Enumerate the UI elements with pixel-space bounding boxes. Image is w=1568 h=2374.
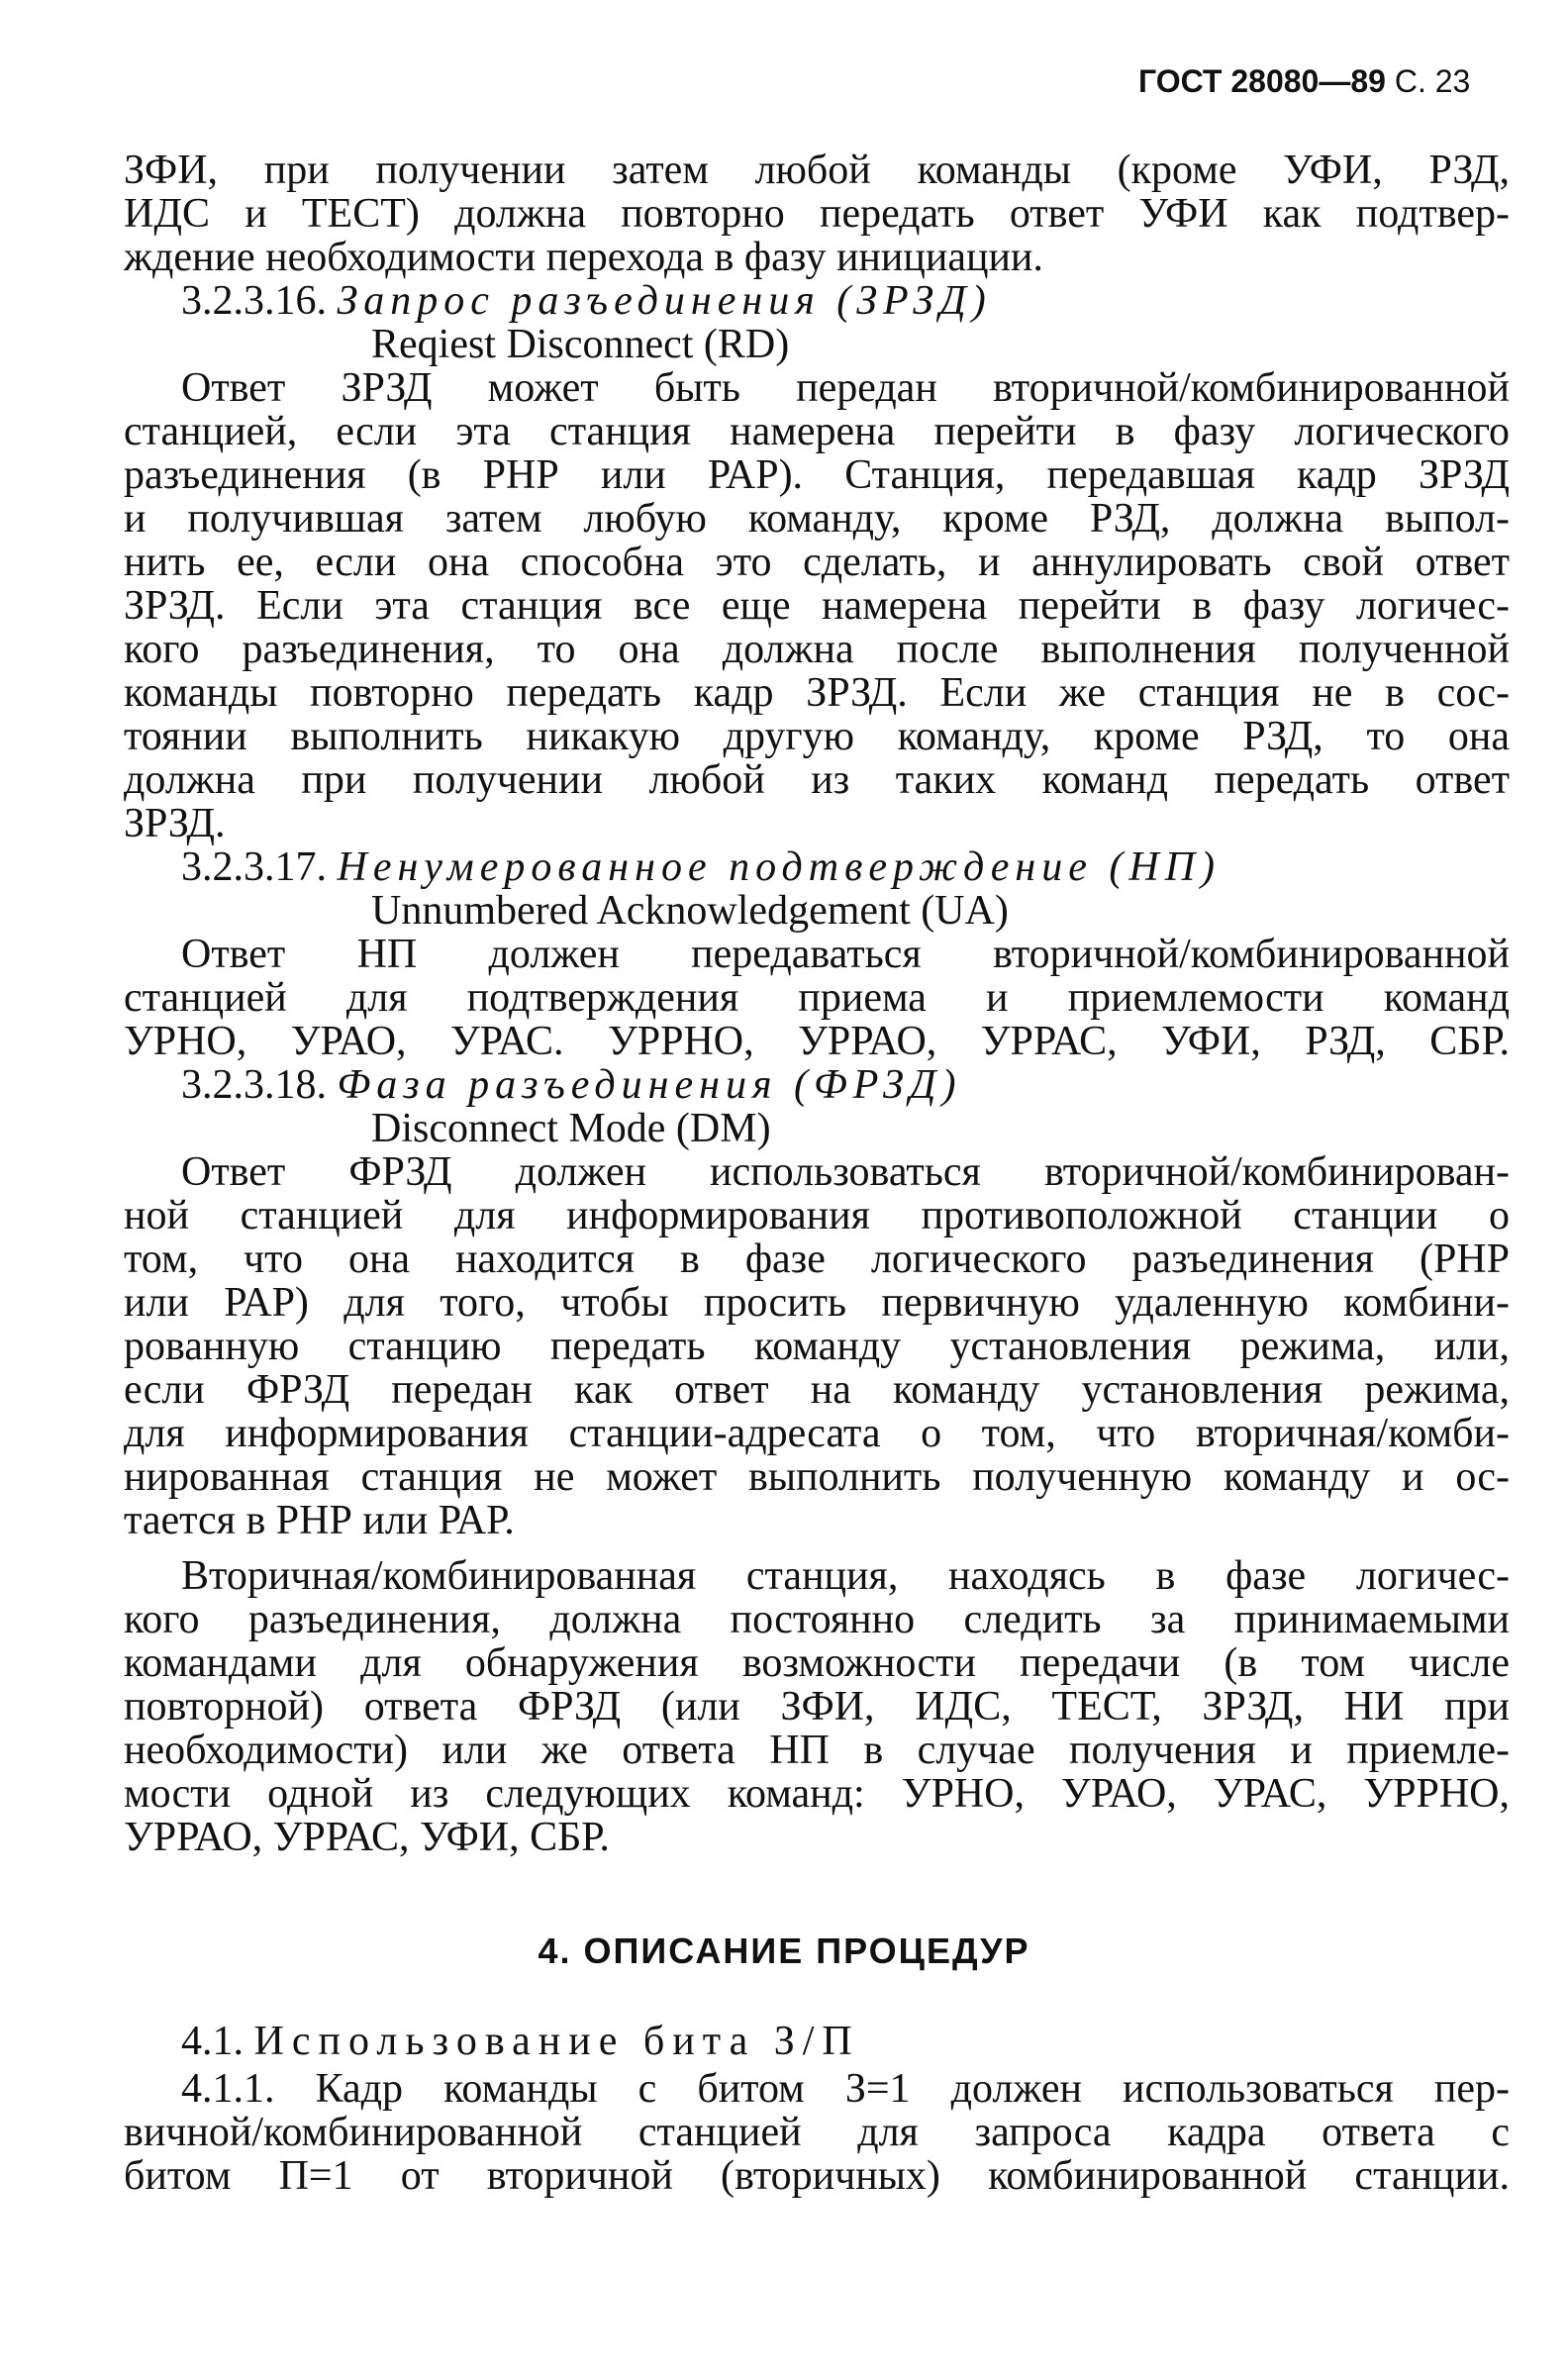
text-line: ЗФИ, при получении затем любой команды (кроме УФИ, РЗД,: [124, 148, 1510, 193]
clause-title: Фаза разъединения (ФРЗД): [337, 1062, 962, 1108]
text-line: нированная станция не может выполнить полученную команду и ос-: [124, 1454, 1510, 1500]
clause-english-title: Reqiest Disconnect (RD): [371, 322, 790, 367]
page-number: С. 23: [1394, 63, 1471, 99]
clause-number: 3.2.3.16.: [181, 278, 327, 324]
text-line: мости одной из следующих команд: УРНО, УРАО, УРАС, УРРНО,: [124, 1771, 1510, 1817]
clause-3-2-3-16-heading: [181, 279, 1510, 323]
text-line: если ФРЗД передан как ответ на команду установления режима,: [124, 1367, 1510, 1413]
clause-number: 3.2.3.17.: [181, 844, 327, 890]
page-header: [1138, 63, 1470, 100]
text-line: ЗРЗД.: [124, 801, 226, 846]
text-line: вичной/комбинированной станцией для запроса кадра ответа с: [124, 2110, 1510, 2155]
text-line: Вторичная/комбинированная станция, находясь в фазе логичес-: [181, 1553, 1510, 1599]
subsection-title: Использование бита З/П: [253, 2019, 860, 2064]
text-line: ИДС и ТЕСТ) должна повторно передать ответ УФИ как подтвер-: [124, 191, 1510, 237]
text-line: командами для обнаружения возможности передачи (в том числе: [124, 1640, 1510, 1686]
text-line: станцией, если эта станция намерена перейти в фазу логического: [124, 409, 1510, 454]
text-line: повторной) ответа ФРЗД (или ЗФИ, ИДС, ТЕСТ, ЗРЗД, НИ при: [124, 1684, 1510, 1730]
clause-3-2-3-17-heading: [181, 845, 1510, 889]
text-line: кого разъединения, должна постоянно следить за принимаемыми: [124, 1597, 1510, 1642]
text-line: команды повторно передать кадр ЗРЗД. Если же станция не в сос-: [124, 670, 1510, 716]
text-line: кого разъединения, то она должна после выполнения полученной: [124, 627, 1510, 672]
text-line: разъединения (в РНР или РАР). Станция, передавшая кадр ЗРЗД: [124, 452, 1510, 498]
text-line: и получившая затем любую команду, кроме РЗД, должна выпол-: [124, 496, 1510, 542]
text-line: ной станцией для информирования противоположной станции о: [124, 1193, 1510, 1238]
text-line: УРНО, УРАО, УРАС. УРРНО, УРРАО, УРРАС, УФИ, РЗД, СБР.: [124, 1019, 1510, 1064]
text-line: ЗРЗД. Если эта станция все еще намерена перейти в фазу логичес-: [124, 583, 1510, 629]
text-line: УРРАО, УРРАС, УФИ, СБР.: [124, 1815, 610, 1860]
standard-number: ГОСТ 28080—89: [1138, 63, 1386, 99]
text-line: нить ее, если она способна это сделать, и аннулировать свой ответ: [124, 540, 1510, 585]
text-line: Ответ НП должен передаваться вторичной/комбинированной: [181, 932, 1510, 977]
clause-3-2-3-18-heading: [181, 1063, 1510, 1107]
clause-english-title: Unnumbered Acknowledgement (UA): [371, 888, 1009, 934]
section-heading: 4. ОПИСАНИЕ ПРОЦЕДУР: [538, 1930, 1030, 1971]
text-line: необходимости) или же ответа НП в случае получения и приемле-: [124, 1728, 1510, 1773]
subsection-heading: [181, 2020, 1510, 2063]
clause-english-title: Disconnect Mode (DM): [371, 1106, 771, 1151]
clause-number: 3.2.3.18.: [181, 1062, 327, 1108]
clause-title: Запрос разъединения (ЗРЗД): [337, 278, 992, 324]
text-line: станцией для подтверждения приема и приемлемости команд: [124, 975, 1510, 1021]
text-line: 4.1.1. Кадр команды с битом З=1 должен использоваться пер-: [181, 2066, 1510, 2112]
text-line: Ответ ЗРЗД может быть передан вторичной/комбинированной: [181, 365, 1510, 411]
text-line: Ответ ФРЗД должен использоваться вторичной/комбинирован-: [181, 1149, 1510, 1195]
text-line: для информирования станции-адресата о том, что вторичная/комби-: [124, 1411, 1510, 1456]
text-line: том, что она находится в фазе логического разъединения (РНР: [124, 1236, 1510, 1282]
text-line: должна при получении любой из таких команд передать ответ: [124, 757, 1510, 803]
text-line: рованную станцию передать команду установления режима, или,: [124, 1324, 1510, 1369]
subsection-number: 4.1.: [181, 2019, 244, 2064]
text-line: тается в РНР или РАР.: [124, 1498, 515, 1543]
text-line: битом П=1 от вторичной (вторичных) комбинированной станции.: [124, 2153, 1510, 2199]
text-line: тоянии выполнить никакую другую команду, кроме РЗД, то она: [124, 714, 1510, 759]
text-line: ждение необходимости перехода в фазу инициации.: [124, 235, 1043, 280]
clause-title: Ненумерованное подтверждение (НП): [337, 844, 1222, 890]
text-line: или РАР) для того, чтобы просить первичную удаленную комбини-: [124, 1280, 1510, 1326]
